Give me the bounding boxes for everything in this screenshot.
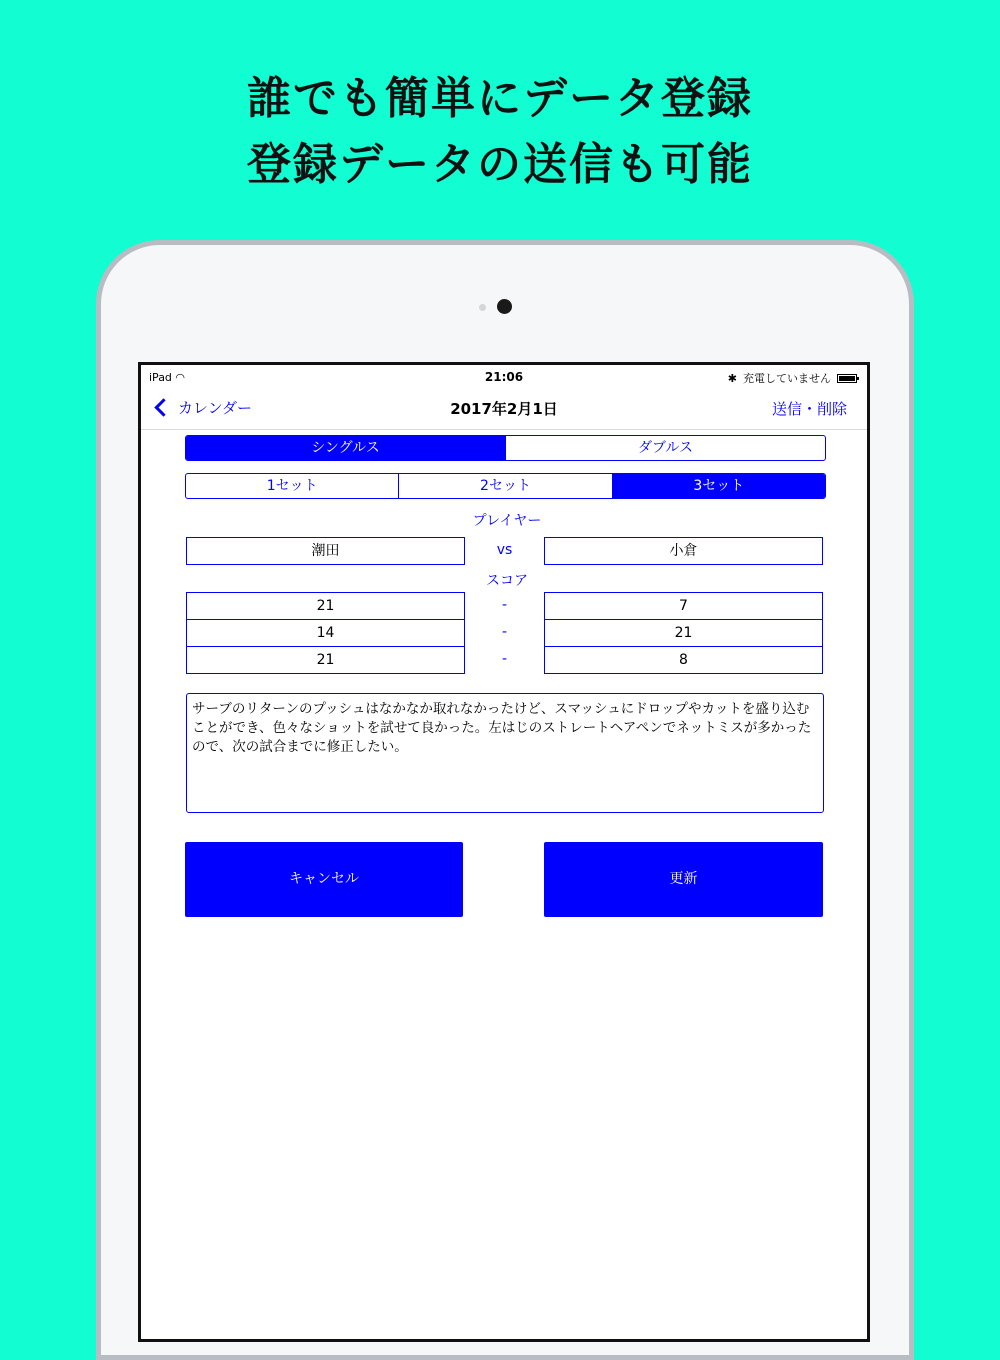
player-left-field[interactable]: 潮田 (186, 537, 465, 565)
promo-line-1: 誰でも簡単にデータ登録 (247, 73, 753, 124)
bluetooth-icon: ✱ (727, 371, 737, 385)
score-right-2[interactable]: 21 (545, 620, 822, 647)
score-right-1[interactable]: 7 (545, 593, 822, 620)
cancel-button[interactable]: キャンセル (185, 842, 463, 917)
score-right-column (544, 592, 823, 674)
status-time: 21:06 (484, 370, 524, 384)
score-separator-2: - (501, 624, 508, 640)
segment-set-2[interactable]: 2セット (399, 474, 612, 498)
segment-singles[interactable]: シングルス (186, 436, 506, 460)
wifi-icon: ◠ (175, 371, 186, 384)
segment-set-1[interactable]: 1セット (186, 474, 399, 498)
score-left-2[interactable]: 14 (187, 620, 464, 647)
front-camera (497, 299, 512, 314)
vs-label: vs (496, 542, 513, 558)
match-type-segmented-control (185, 435, 826, 461)
charging-status: 充電していません (743, 372, 831, 385)
score-left-column (186, 592, 465, 674)
back-label: カレンダー (178, 399, 253, 417)
page-title: 2017年2月1日 (450, 400, 558, 418)
score-right-3[interactable]: 8 (679, 652, 688, 668)
send-delete-button[interactable]: 送信・削除 (771, 400, 847, 418)
segment-doubles[interactable]: ダブルス (637, 440, 694, 456)
promo-line-2: 登録データの送信も可能 (247, 139, 753, 190)
segment-set-3[interactable]: 3セット (613, 474, 825, 498)
player-label: プレイヤー (472, 513, 542, 529)
battery-icon (837, 374, 857, 383)
app-screen (138, 362, 870, 1342)
memo-textarea[interactable]: サーブのリターンのプッシュはなかなか取れなかったけど、スマッシュにドロップやカットを盛り込むことができ、色々なショットを試せて良かった。左はじのストレートヘアペンでネットミスが多かったので、次の試合までに修正したい。 (186, 693, 824, 813)
device-name: iPad (149, 371, 172, 384)
score-separator-1: - (501, 597, 508, 613)
set-segmented-control (185, 473, 826, 499)
score-left-3[interactable]: 21 (316, 652, 335, 668)
update-button[interactable]: 更新 (544, 842, 823, 917)
sensor-dot (479, 304, 486, 311)
navigation-bar (141, 391, 867, 430)
score-separator-3: - (501, 651, 508, 667)
status-bar (141, 365, 867, 391)
score-label: スコア (486, 573, 528, 589)
player-right-field[interactable]: 小倉 (544, 537, 823, 565)
score-left-1[interactable]: 21 (187, 593, 464, 620)
